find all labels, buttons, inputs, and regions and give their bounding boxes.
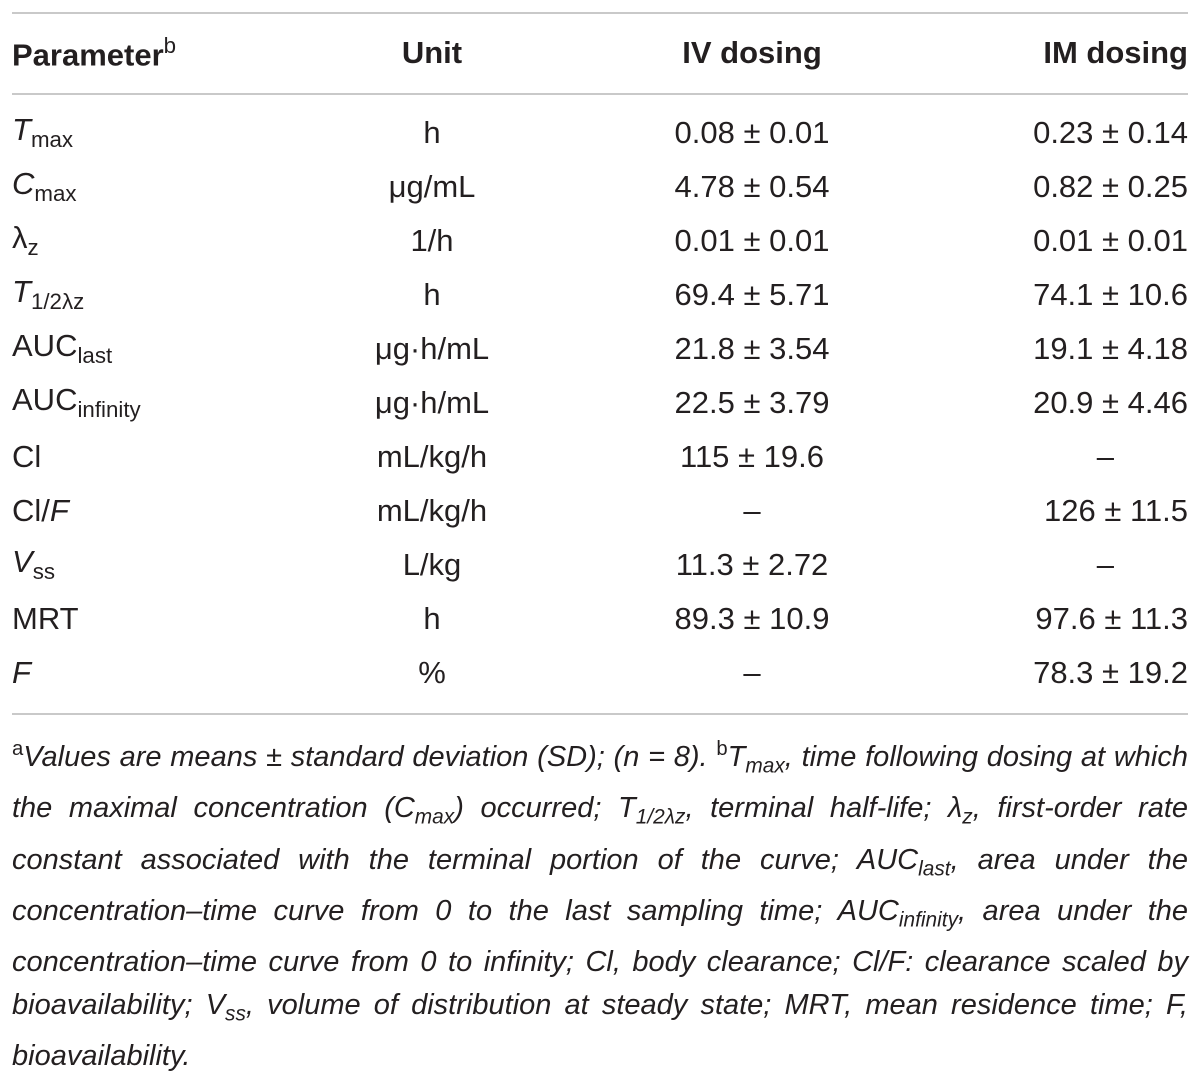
cell-im-value: 0.23 ± 0.14 [1033,115,1188,150]
cell-im-value: – [1096,547,1114,582]
cell-im-value: – [1096,439,1114,474]
table-header-row [12,13,1188,94]
footnote-b-mark: b [716,738,728,760]
table-row [12,430,1188,484]
cell-iv-value: – [743,493,761,528]
cell-parameter: MRT [12,601,79,636]
table-row [12,646,1188,711]
table-body [12,94,1188,711]
table-row [12,214,1188,268]
cell-parameter: $\lambda_z$ [12,220,39,261]
cell-parameter: F [12,655,31,690]
table-row [12,268,1188,322]
pharmacokinetic-parameters-table [12,13,1188,711]
cell-iv-value: 11.3 ± 2.72 [675,547,829,582]
header-unit: Unit [322,13,542,94]
cell-im-value: 19.1 ± 4.18 [1033,331,1188,366]
table-row [12,484,1188,538]
cell-unit: % [418,655,446,690]
header-iv-dosing: IV dosing [542,13,962,94]
table-footnote [12,728,1188,1078]
cell-unit: 1/h [410,223,454,258]
cell-iv-value: 89.3 ± 10.9 [674,601,830,636]
cell-iv-value: 4.78 ± 0.54 [674,169,830,204]
footnote-b-text: $T_{max}$, time following dosing at which the maximal concentration $(C_{max})$ occurred; $T_{1/2\lambda z}$, terminal half-life; $\lambda_z$, first-order rate constant associated with the terminal portion of the curve; $AUC_{last}$, area under the concentration–time curve from 0 to the last sampling time; $AUC_{infinity}$, area under the concentration–time curve from 0 to infinity; Cl, body clearance; Cl/F: clearance scaled by bioavailability; $V_{ss}$, volume of distribution at steady state; MRT, mean residence time; F, bioavailability. [12,741,1189,1073]
cell-parameter: $V_{ss}$ [12,544,55,585]
cell-iv-value: 21.8 ± 3.54 [674,331,830,366]
cell-parameter: $AUC_{infinity}$ [12,382,141,423]
cell-parameter: Cl [12,439,42,474]
cell-im-value: 0.82 ± 0.25 [1033,169,1188,204]
cell-iv-value: 69.4 ± 5.71 [674,277,830,312]
cell-iv-value: 115 ± 19.6 [680,439,824,474]
cell-unit: μg·h/mL [374,385,490,420]
footnote-a-text: Values are means ± standard deviation (SD); (n = 8). [23,741,717,774]
cell-iv-value: 0.01 ± 0.01 [674,223,830,258]
cell-unit: h [423,277,441,312]
table-row [12,160,1188,214]
table-bottom-rule [12,713,1188,715]
table-row [12,592,1188,646]
cell-iv-value: – [743,655,761,690]
table-row [12,322,1188,376]
cell-parameter: Cl/F [12,493,69,528]
cell-unit: L/kg [402,547,462,582]
cell-iv-value: 22.5 ± 3.79 [674,385,830,420]
cell-parameter: $AUC_{last}$ [12,328,113,369]
table-row [12,94,1188,160]
cell-im-value: 97.6 ± 11.3 [1035,601,1188,636]
cell-unit: μg·h/mL [374,331,490,366]
cell-unit: μg/mL [388,169,476,204]
footnote-a-mark: a [12,738,24,760]
cell-unit: mL/kg/h [376,439,488,474]
cell-parameter: $T_{max}$ [12,112,74,153]
cell-unit: mL/kg/h [376,493,488,528]
header-im-dosing: IM dosing [962,13,1188,94]
cell-iv-value: 0.08 ± 0.01 [674,115,830,150]
cell-im-value: 78.3 ± 19.2 [1033,655,1188,690]
cell-unit: h [423,115,441,150]
cell-parameter: $T_{1/2\lambda z}$ [12,274,85,315]
cell-im-value: 126 ± 11.5 [1044,493,1188,528]
cell-im-value: 0.01 ± 0.01 [1033,223,1188,258]
cell-im-value: 20.9 ± 4.46 [1033,385,1188,420]
table-row [12,376,1188,430]
table-row [12,538,1188,592]
header-parameter: Parameter$^b$ [12,13,322,94]
cell-unit: h [423,601,441,636]
cell-parameter: $C_{max}$ [12,166,77,207]
cell-im-value: 74.1 ± 10.6 [1033,277,1188,312]
